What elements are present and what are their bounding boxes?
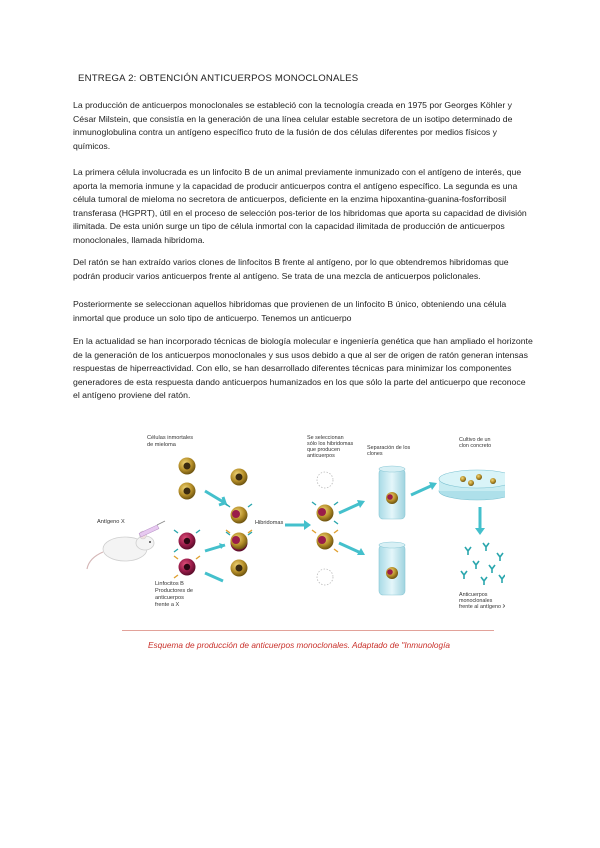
svg-text:frente a X: frente a X	[155, 602, 180, 608]
separation-label: Separación de los	[367, 445, 411, 451]
paragraph-3: Del ratón se han extraído varios clones de linfocitos B frente al antígeno, por lo que obtendremos hibridomas que podrán producir varios anticuerpos frente al antígeno. Se trata de una mezcla de anticuerpos policlonales.	[73, 257, 509, 281]
svg-text:de mieloma: de mieloma	[147, 442, 176, 448]
mouse-icon	[87, 531, 154, 569]
diagram-svg	[85, 425, 505, 625]
arrow-icon	[339, 503, 361, 513]
unselected-cell	[317, 569, 333, 585]
paragraph-4: Posteriormente se seleccionan aquellos hibridomas que provienen de un linfocito B único, obteniendo una célula inmortal que produce un solo tipo de anticuerpo. Tenemos un anticuerpo	[73, 299, 507, 323]
selection-label: Se seleccionan	[307, 435, 344, 441]
myeloma-label: Células inmortales	[147, 435, 194, 441]
arrow-icon	[339, 543, 361, 553]
myeloma-cell	[231, 469, 248, 486]
culture-label: Cultivo de un	[459, 437, 491, 443]
svg-text:Productores de: Productores de	[155, 588, 193, 594]
paragraph-1: La producción de anticuerpos monoclonales se estableció con la tecnología creada en 1975 por Georges Köhler y César Milstein, que consistía en la generación de una línea celular estable secretora de un isotipo determinado de inmunoglobulina contra un antígeno específico fruto de la fusión de dos células diferentes por medios físicos y químicos.	[73, 100, 513, 151]
syringe-icon	[139, 521, 165, 537]
selected-hybridoma	[312, 502, 338, 524]
culture-tube	[379, 542, 405, 595]
svg-text:anticuerpos: anticuerpos	[307, 453, 335, 459]
culture-tube	[379, 466, 405, 519]
monoclonal-antibodies-label: Anticuerpos	[459, 592, 488, 598]
hybridoma-cell	[226, 504, 252, 524]
antigen-label: Antígeno X	[97, 519, 125, 525]
myeloma-cell	[179, 458, 196, 475]
paragraph-2: La primera célula involucrada es un linfocito B de un animal previamente inmunizado con el antígeno de interés, que aporta la memoria inmune y la capacidad de producir anticuerpos contra el antígeno específico. La segunda es una célula tumoral de mieloma no secretora de anticuerpos, deficiente en la enzima hipoxantina-guanina-fosforribosil transferasa (HGPRT), útil en el proceso de selección pos-terior de los hibridomas que aporta su capacidad de división ilimitada. De esta unión surge un tipo de célula inmortal con la capacidad ilimitada de producción de anticuerpos monoclonales, llamada hibridoma.	[73, 167, 527, 245]
svg-text:clones: clones	[367, 451, 383, 457]
svg-text:monoclonales: monoclonales	[459, 598, 493, 604]
svg-text:sólo los hibridomas: sólo los hibridomas	[307, 441, 354, 447]
figure-caption: Esquema de producción de anticuerpos monoclonales. Adaptado de "Inmunología	[148, 640, 450, 650]
paragraph-5: En la actualidad se han incorporado técnicas de biología molecular e ingeniería genética que han ampliado el horizonte de la generación de los anticuerpos monoclonales y sus usos debido a que al ser de origen de ratón generan intensas respuestas de hiperreactividad. Con ello, se han desarrollado diferentes técnicas para minimizar los componentes generadores de esta respuesta dando anticuerpos humanizados en los que sólo la parte del anticuerpo que reconoce el antígeno proviene del ratón.	[73, 336, 533, 401]
unselected-cell	[317, 472, 333, 488]
antibody-cluster	[461, 543, 505, 585]
document-title: ENTREGA 2: OBTENCIÓN ANTICUERPOS MONOCLONALES	[78, 73, 359, 84]
lymphocyte-cell	[174, 556, 200, 578]
arrow-icon	[205, 491, 225, 581]
petri-dish	[439, 470, 505, 500]
svg-text:clon concreto: clon concreto	[459, 443, 492, 449]
arrow-icon	[411, 485, 433, 495]
hybridoma-cell	[226, 530, 252, 550]
svg-text:que producen: que producen	[307, 447, 340, 453]
myeloma-cell	[231, 560, 248, 577]
monoclonal-antibody-diagram	[85, 425, 505, 625]
caption-divider	[122, 630, 494, 631]
lymphocyte-label: Linfocitos B	[155, 581, 184, 587]
svg-text:frente al antígeno X: frente al antígeno X	[459, 604, 505, 610]
svg-text:anticuerpos: anticuerpos	[155, 595, 184, 601]
selected-hybridoma	[312, 530, 338, 552]
hybridomas-label: Hibridomas	[255, 520, 284, 526]
lymphocyte-cell	[174, 530, 200, 552]
myeloma-cell	[179, 483, 196, 500]
